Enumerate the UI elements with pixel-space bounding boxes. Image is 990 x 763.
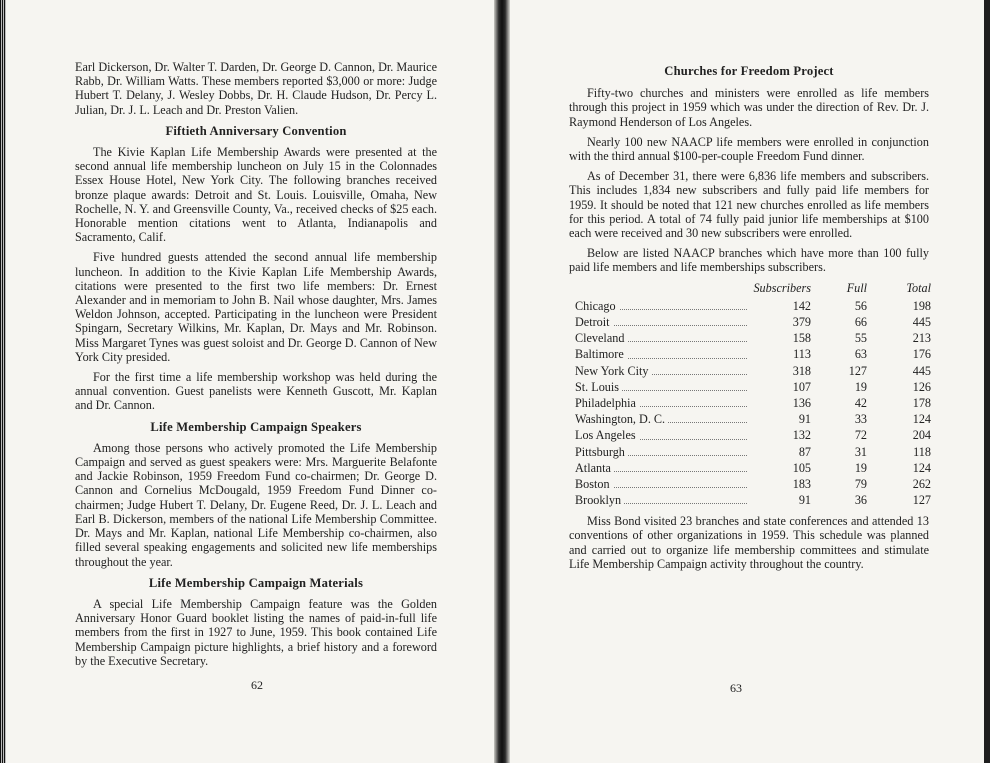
right-page-edge (984, 0, 990, 763)
city-label: Cleveland (575, 331, 627, 345)
city-label: Detroit (575, 315, 613, 329)
branches-table (575, 281, 931, 509)
table-cell-subscribers: 318 (792, 363, 811, 378)
table-body (575, 298, 931, 508)
column-header: Full (846, 280, 867, 295)
city-label: Atlanta (575, 461, 614, 475)
table-cell-total: 126 (912, 379, 931, 394)
page-number: 63 (730, 681, 742, 695)
table-cell-total: 262 (912, 476, 931, 491)
paragraph: Among those persons who actively promoted the Life Membership Campaign and served as guest speakers were: Mrs. Marguerite Belafonte and Jackie Robinson, 1959 Freedom Fund co-chairmen; Dr. George D. Cannon and Cornelius McDougald, 1959 Freedom Fund Dinner co-chairmen; Judge Hubert T. Delany, Dr. Eugene Reed, Dr. J. L. Leach and Earl B. Dickerson, members of the national Life Membership Committee. Dr. Mays and Mr. Kaplan, national Life Membership co-chairmen, also filled several speaking engagements and solicited new life memberships throughout the year. (75, 440, 437, 569)
table-cell-full: 72 (854, 428, 867, 443)
right-page (510, 0, 984, 763)
table-row (575, 395, 931, 411)
table-cell-city (575, 330, 751, 346)
column-header: Total (906, 280, 931, 295)
table-cell-city (575, 395, 751, 411)
section-heading: Fiftieth Anniversary Convention (165, 123, 347, 138)
table-cell-city (575, 314, 751, 330)
page-title: Churches for Freedom Project (664, 64, 834, 78)
paragraph: Five hundred guests attended the second annual life membership luncheon. In addition to the Kivie Kaplan Life Membership Awards, citations were presented to the first two life members: Dr. Ernest Alexander and in memoriam to John B. Nail whose daughter, Mrs. James Weldon Johnson, accepted. Participating in the luncheon were President Spingarn, Secretary Wilkins, Mr. Kaplan, Dr. Mays and Mr. Robinson. Miss Margaret Tynes was guest soloist and Dr. George D. Cannon of New York City presided. (75, 250, 437, 364)
table-row (575, 492, 931, 508)
table-cell-total: 178 (912, 395, 931, 410)
table-cell-city (575, 460, 751, 476)
paragraph: The Kivie Kaplan Life Membership Awards were presented at the second annual life membership luncheon on July 15 in the Colonnades Essex House Hotel, New York City. The following branches received bronze plaque awards: Detroit and St. Louis. Louisville, Omaha, New Rochelle, N. Y. and Greensville County, Va., received checks of $25 each. Honorable mention citations went to Atlanta, Indianapolis and Sacramento, Calif. (75, 145, 437, 245)
paragraph: Below are listed NAACP branches which have more than 100 fully paid life members and life memberships subscribers. (569, 246, 929, 275)
table-row (575, 411, 931, 427)
table-row (575, 476, 931, 492)
table-row (575, 460, 931, 476)
section-heading: Life Membership Campaign Speakers (150, 419, 362, 434)
table-cell-full: 56 (854, 298, 867, 313)
table-cell-total: 204 (912, 428, 931, 443)
table-cell-full: 42 (854, 395, 867, 410)
table-cell-total: 445 (912, 363, 931, 378)
city-label: Brooklyn (575, 493, 624, 507)
page-number: 62 (251, 678, 263, 692)
table-cell-total: 124 (912, 412, 931, 427)
table-cell-total: 445 (912, 315, 931, 330)
table-cell-subscribers: 158 (792, 331, 811, 346)
city-label: Pittsburgh (575, 445, 628, 459)
table-cell-total: 213 (912, 331, 931, 346)
table-cell-city (575, 411, 751, 427)
table-cell-subscribers: 379 (792, 315, 811, 330)
table-cell-subscribers: 91 (798, 412, 811, 427)
table-cell-total: 118 (913, 444, 931, 459)
table-cell-total: 198 (912, 298, 931, 313)
book-gutter (494, 0, 510, 763)
left-page (6, 0, 494, 763)
table-cell-full: 31 (854, 444, 867, 459)
table-cell-city (575, 492, 751, 508)
table-cell-full: 127 (848, 363, 867, 378)
paragraph: Fifty-two churches and ministers were enrolled as life members through this project in 1959 which was under the direction of Rev. Dr. J. Raymond Henderson of Los Angeles. (569, 86, 929, 129)
table-cell-subscribers: 132 (792, 428, 811, 443)
table-cell-subscribers: 136 (792, 395, 811, 410)
column-header: Subscribers (753, 280, 811, 295)
table-cell-subscribers: 91 (798, 493, 811, 508)
table-cell-subscribers: 87 (798, 444, 811, 459)
table-cell-full: 55 (854, 331, 867, 346)
table-row (575, 379, 931, 395)
table-cell-city (575, 427, 751, 443)
city-label: New York City (575, 364, 651, 378)
table-row (575, 298, 931, 314)
table-cell-city (575, 363, 751, 379)
table-cell-full: 33 (854, 412, 867, 427)
city-label: Chicago (575, 299, 619, 313)
table-row (575, 330, 931, 346)
city-label: Philadelphia (575, 396, 639, 410)
table-cell-full: 66 (854, 315, 867, 330)
left-text-column (75, 60, 437, 674)
table-cell-subscribers: 142 (792, 298, 811, 313)
city-label: Boston (575, 477, 613, 491)
table-cell-full: 79 (854, 476, 867, 491)
table-cell-total: 127 (912, 493, 931, 508)
section-heading: Life Membership Campaign Materials (148, 575, 364, 590)
table-cell-total: 176 (912, 347, 931, 362)
table-cell-city (575, 298, 751, 314)
city-label: Baltimore (575, 347, 627, 361)
table-cell-city (575, 379, 751, 395)
paragraph: As of December 31, there were 6,836 life members and subscribers. This includes 1,834 new subscribers and fully paid life members for 1959. It should be noted that 121 new churches enrolled as life members for this period. A total of 74 fully paid junior life memberships at $100 each were received and 30 new subscribers were enrolled. (569, 169, 929, 241)
table-cell-subscribers: 113 (793, 347, 811, 362)
paragraph: Nearly 100 new NAACP life members were enrolled in conjunction with the third annual $100-per-couple Freedom Fund dinner. (569, 134, 929, 164)
table-row (575, 314, 931, 330)
table-header-row (575, 281, 931, 298)
table-cell-full: 63 (854, 347, 867, 362)
table-cell-full: 19 (854, 460, 867, 475)
table-cell-city (575, 444, 751, 460)
paragraph: Earl Dickerson, Dr. Walter T. Darden, Dr. George D. Cannon, Dr. Maurice Rabb, Dr. William Watts. These members reported $3,000 or more: Judge Hubert T. Delany, J. Wesley Dobbs, Dr. H. Claude Hudson, Dr. Percy L. Julian, Dr. J. L. Leach and Dr. Preston Valien. (75, 60, 437, 117)
table-cell-full: 36 (854, 493, 867, 508)
table-cell-city (575, 476, 751, 492)
table-cell-city (575, 346, 751, 362)
table-row (575, 444, 931, 460)
table-row (575, 427, 931, 443)
paragraph: For the first time a life membership workshop was held during the annual convention. Guest panelists were Kenneth Guscott, Mr. Kaplan and Dr. Cannon. (75, 370, 437, 413)
table-cell-subscribers: 107 (792, 379, 811, 394)
table-cell-total: 124 (912, 460, 931, 475)
city-label: St. Louis (575, 380, 622, 394)
city-label: Los Angeles (575, 428, 639, 442)
right-text-column (569, 64, 929, 577)
city-label: Washington, D. C. (575, 412, 668, 426)
table-cell-full: 19 (854, 379, 867, 394)
table-cell-subscribers: 183 (792, 476, 811, 491)
table-cell-subscribers: 105 (792, 460, 811, 475)
paragraph: A special Life Membership Campaign feature was the Golden Anniversary Honor Guard booklet listing the names of paid-in-full life members from the first in 1927 to June, 1959. This book contained Life Membership Campaign picture highlights, a brief history and a foreword by the Executive Secretary. (75, 596, 437, 668)
paragraph: Miss Bond visited 23 branches and state conferences and attended 13 conventions of other organizations in 1959. This schedule was planned and carried out to organize life membership committees and stimulate Life Membership Campaign activity throughout the country. (569, 514, 929, 571)
table-row (575, 346, 931, 362)
table-row (575, 363, 931, 379)
